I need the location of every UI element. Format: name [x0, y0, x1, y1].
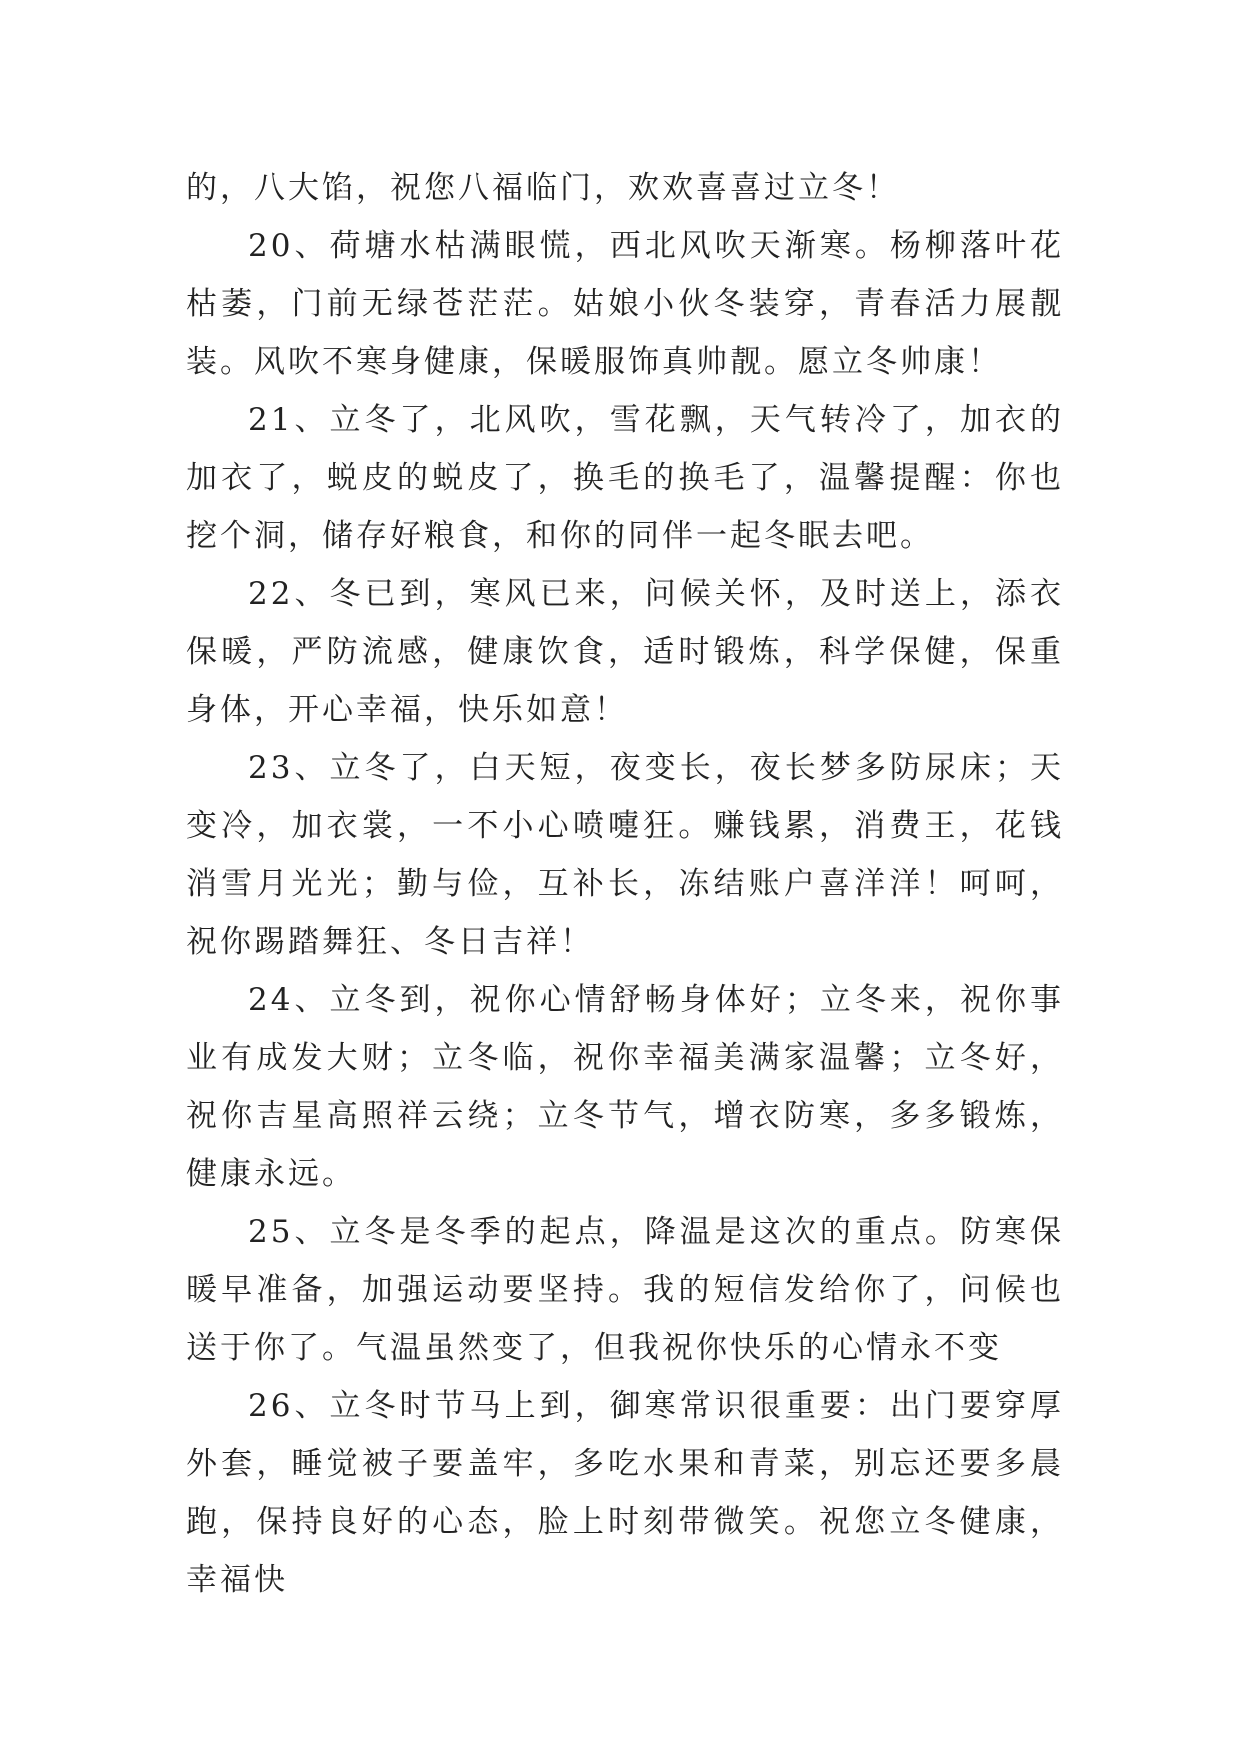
paragraph-25: 25、立冬是冬季的起点，降温是这次的重点。防寒保暖早准备，加强运动要坚持。我的短信发给你了，问候也送于你了。气温虽然变了，但我祝你快乐的心情永不变	[186, 1214, 1064, 1366]
paragraph-21: 21、立冬了，北风吹，雪花飘，天气转冷了，加衣的加衣了，蜕皮的蜕皮了，换毛的换毛了，温馨提醒：你也挖个洞，储存好粮食，和你的同伴一起冬眠去吧。	[186, 402, 1064, 554]
paragraph-20: 20、荷塘水枯满眼慌，西北风吹天渐寒。杨柳落叶花枯萎，门前无绿苍茫茫。姑娘小伙冬装穿，青春活力展靓装。风吹不寒身健康，保暖服饰真帅靓。愿立冬帅康！	[186, 228, 1064, 380]
paragraph-22: 22、冬已到，寒风已来，问候关怀，及时送上，添衣保暖，严防流感，健康饮食，适时锻炼，科学保健，保重身体，开心幸福，快乐如意！	[186, 576, 1064, 728]
paragraph-23: 23、立冬了，白天短，夜变长，夜长梦多防尿床；天变冷，加衣裳，一不小心喷嚏狂。赚钱累，消费王，花钱消雪月光光；勤与俭，互补长，冻结账户喜洋洋！呵呵，祝你踢踏舞狂、冬日吉祥！	[186, 750, 1064, 960]
paragraph-26: 26、立冬时节马上到，御寒常识很重要：出门要穿厚外套，睡觉被子要盖牢，多吃水果和青菜，别忘还要多晨跑，保持良好的心态，脸上时刻带微笑。祝您立冬健康，幸福快	[186, 1388, 1064, 1598]
paragraph-24: 24、立冬到，祝你心情舒畅身体好；立冬来，祝你事业有成发大财；立冬临，祝你幸福美满家温馨；立冬好，祝你吉星高照祥云绕；立冬节气，增衣防寒，多多锻炼，健康永远。	[186, 982, 1064, 1192]
document-body	[186, 159, 1064, 1609]
paragraph-continued: 的，八大馅，祝您八福临门，欢欢喜喜过立冬！	[186, 170, 900, 206]
